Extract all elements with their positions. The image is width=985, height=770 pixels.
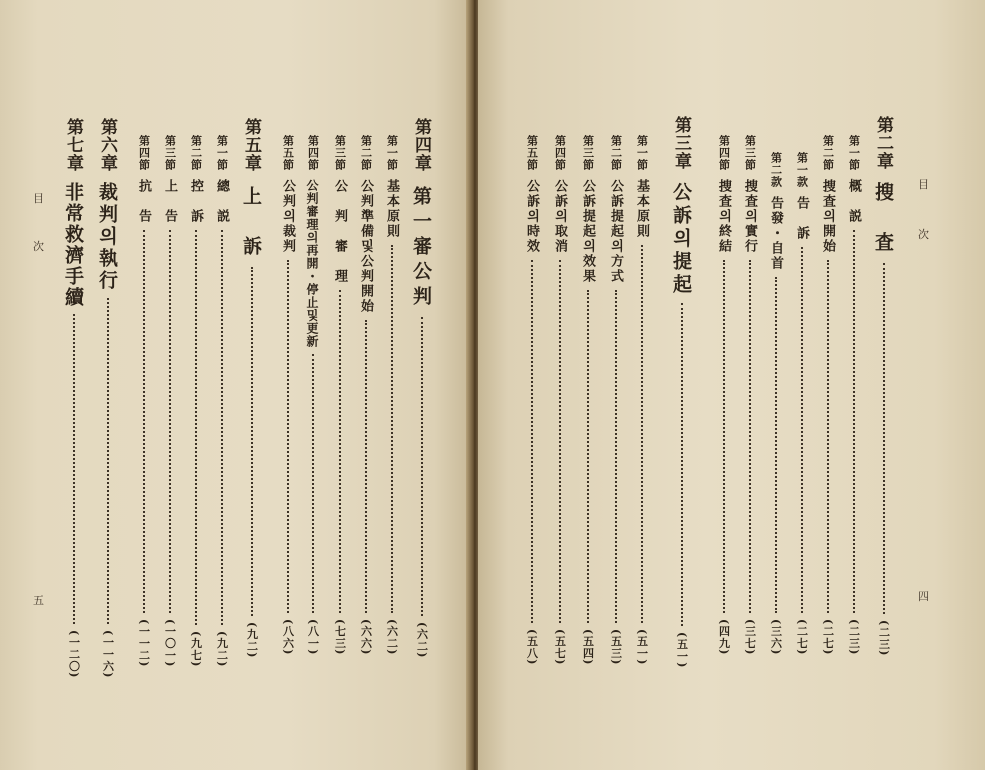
entry-title: 公訴提起의效果 [580, 179, 595, 284]
left-page [0, 0, 472, 770]
dot-leader [587, 290, 589, 623]
dot-leader [287, 260, 289, 613]
toc-entry-chapter3 [668, 116, 695, 668]
entry-label: 第一節 [847, 135, 861, 171]
entry-label: 第四節 [306, 135, 320, 171]
entry-title: 基本原則 [384, 179, 399, 239]
entry-page: (二三) [847, 618, 861, 655]
entry-label: 第五節 [525, 135, 539, 171]
entry-label: 第三節 [743, 135, 757, 171]
entry-title: 捜査의終結 [716, 179, 731, 254]
entry-page: (九七) [189, 630, 203, 667]
entry-title: 公訴의取消 [552, 179, 567, 254]
entry-page: (三七) [743, 618, 757, 655]
dot-leader [251, 267, 253, 616]
entry-title: 捜査의實行 [742, 179, 757, 254]
toc-entry-ch4-sec5 [278, 135, 297, 655]
entry-title: 告 訴 [794, 196, 809, 241]
dot-leader [641, 245, 643, 623]
toc-entry-ch2-sec2 [818, 135, 837, 655]
dot-leader [883, 263, 885, 614]
entry-label: 第三節 [163, 135, 177, 171]
entry-label: 第四節 [137, 135, 151, 171]
entry-page: (九二) [215, 630, 229, 667]
toc-entry-ch2-sec1 [844, 135, 863, 655]
entry-title: 第一審公判 [410, 186, 432, 311]
entry-page: (一〇一) [163, 618, 177, 667]
dot-leader [143, 230, 145, 613]
entry-title: 公判審理의再開・停止및更新 [305, 179, 319, 348]
dot-leader [312, 354, 314, 613]
entry-page: (三六) [769, 618, 783, 655]
entry-label: 第二節 [189, 135, 203, 171]
entry-title: 捜査의開始 [820, 179, 835, 254]
entry-title: 搜 査 [872, 182, 894, 257]
entry-label: 第二款 [769, 152, 783, 188]
dot-leader [801, 247, 803, 613]
toc-entry-ch4-sec3 [330, 135, 349, 655]
entry-label: 第三節 [333, 135, 347, 171]
entry-title: 上 訴 [240, 186, 262, 261]
entry-label: 第四章 [411, 118, 431, 172]
entry-title: 上 告 [162, 179, 177, 224]
entry-page: (五四) [581, 628, 595, 665]
dot-leader [421, 317, 423, 616]
toc-entry-ch5-sec3 [160, 135, 179, 667]
left-page-number: 五 [33, 594, 44, 607]
entry-label: 第四節 [553, 135, 567, 171]
dot-leader [723, 260, 725, 613]
entry-title: 基本原則 [634, 179, 649, 239]
entry-page: (一一六) [101, 629, 115, 678]
dot-leader [195, 230, 197, 625]
entry-page: (二三) [877, 619, 891, 656]
entry-title: 公訴提起의方式 [608, 179, 623, 284]
entry-label: 第七章 [63, 118, 83, 172]
dot-leader [559, 260, 561, 623]
entry-title: 裁判의執行 [96, 182, 118, 292]
entry-title: 公訴의提起 [670, 182, 692, 297]
toc-entry-ch4-sec4 [304, 135, 321, 655]
right-page-number: 四 [918, 590, 929, 603]
entry-label: 第一節 [635, 135, 649, 171]
entry-page: (六六) [359, 618, 373, 655]
dot-leader [827, 260, 829, 613]
entry-label: 第三章 [671, 116, 691, 170]
entry-label: 第六章 [97, 118, 117, 172]
entry-page: (五七) [553, 628, 567, 665]
entry-title: 公 判 審 理 [332, 179, 347, 284]
entry-page: (八一) [306, 618, 320, 655]
entry-title: 抗 告 [136, 179, 151, 224]
toc-entry-ch5-sec1 [212, 135, 231, 667]
right-page [478, 0, 985, 770]
right-header-char-2: 次 [918, 228, 929, 241]
entry-label: 第四節 [717, 135, 731, 171]
entry-page: (六二) [415, 621, 429, 658]
entry-page: (六二) [385, 618, 399, 655]
entry-title: 概 説 [846, 179, 861, 224]
toc-entry-ch5-sec2 [186, 135, 205, 667]
entry-page: (四九) [717, 618, 731, 655]
dot-leader [339, 290, 341, 613]
dot-leader [73, 314, 75, 624]
entry-label: 第一款 [795, 152, 809, 188]
toc-entry-ch2-sec3 [740, 135, 759, 655]
dot-leader [749, 260, 751, 613]
entry-label: 第二節 [821, 135, 835, 171]
dot-leader [107, 298, 109, 624]
entry-label: 第二節 [609, 135, 623, 171]
toc-entry-chapter2 [870, 116, 897, 656]
dot-leader [775, 277, 777, 613]
toc-entry-ch3-sec3 [578, 135, 597, 665]
dot-leader [221, 230, 223, 625]
entry-page: (一一二) [137, 618, 151, 667]
entry-page: (五一) [635, 628, 649, 665]
toc-entry-ch3-sec2 [606, 135, 625, 665]
entry-page: (一二〇) [67, 629, 81, 678]
entry-page: (七三) [333, 618, 347, 655]
toc-entry-chapter7 [60, 118, 87, 678]
entry-label: 第一節 [385, 135, 399, 171]
toc-entry-ch3-sec4 [550, 135, 569, 665]
toc-entry-chapter5 [238, 118, 265, 658]
entry-title: 告發・自首 [768, 196, 783, 271]
entry-page: (二七) [795, 618, 809, 655]
entry-page: (八六) [281, 618, 295, 655]
toc-entry-chapter4 [408, 118, 435, 658]
toc-entry-ch5-sec4 [134, 135, 153, 667]
entry-label: 第三節 [581, 135, 595, 171]
entry-page: (五三) [609, 628, 623, 665]
dot-leader [391, 245, 393, 613]
left-header-char-1: 目 [33, 192, 44, 205]
toc-entry-ch2-sec2-art1 [792, 152, 811, 655]
entry-page: (五八) [525, 628, 539, 665]
entry-title: 公判準備및公判開始 [358, 179, 373, 314]
toc-entry-ch4-sec2 [356, 135, 375, 655]
toc-entry-ch3-sec1 [632, 135, 651, 665]
entry-label: 第五章 [241, 118, 261, 172]
toc-entry-ch3-sec5 [522, 135, 541, 665]
left-header-char-2: 次 [33, 240, 44, 253]
dot-leader [853, 230, 855, 613]
entry-label: 第二節 [359, 135, 373, 171]
entry-title: 公判의裁判 [280, 179, 295, 254]
toc-entry-ch2-sec2-art2 [766, 152, 785, 655]
toc-entry-chapter6 [94, 118, 121, 678]
toc-entry-ch2-sec4 [714, 135, 733, 655]
dot-leader [169, 230, 171, 613]
entry-label: 第二章 [873, 116, 893, 170]
dot-leader [681, 303, 683, 626]
dot-leader [615, 290, 617, 623]
entry-label: 第五節 [281, 135, 295, 171]
dot-leader [365, 320, 367, 613]
entry-label: 第一節 [215, 135, 229, 171]
entry-title: 非常救濟手續 [62, 182, 84, 308]
entry-page: (九二) [245, 621, 259, 658]
entry-page: (五一) [675, 631, 689, 668]
toc-entry-ch4-sec1 [382, 135, 401, 655]
entry-page: (二七) [821, 618, 835, 655]
entry-title: 控 訴 [188, 179, 203, 224]
right-header-char-1: 目 [918, 178, 929, 191]
entry-title: 總 説 [214, 179, 229, 224]
entry-title: 公訴의時效 [524, 179, 539, 254]
dot-leader [531, 260, 533, 623]
